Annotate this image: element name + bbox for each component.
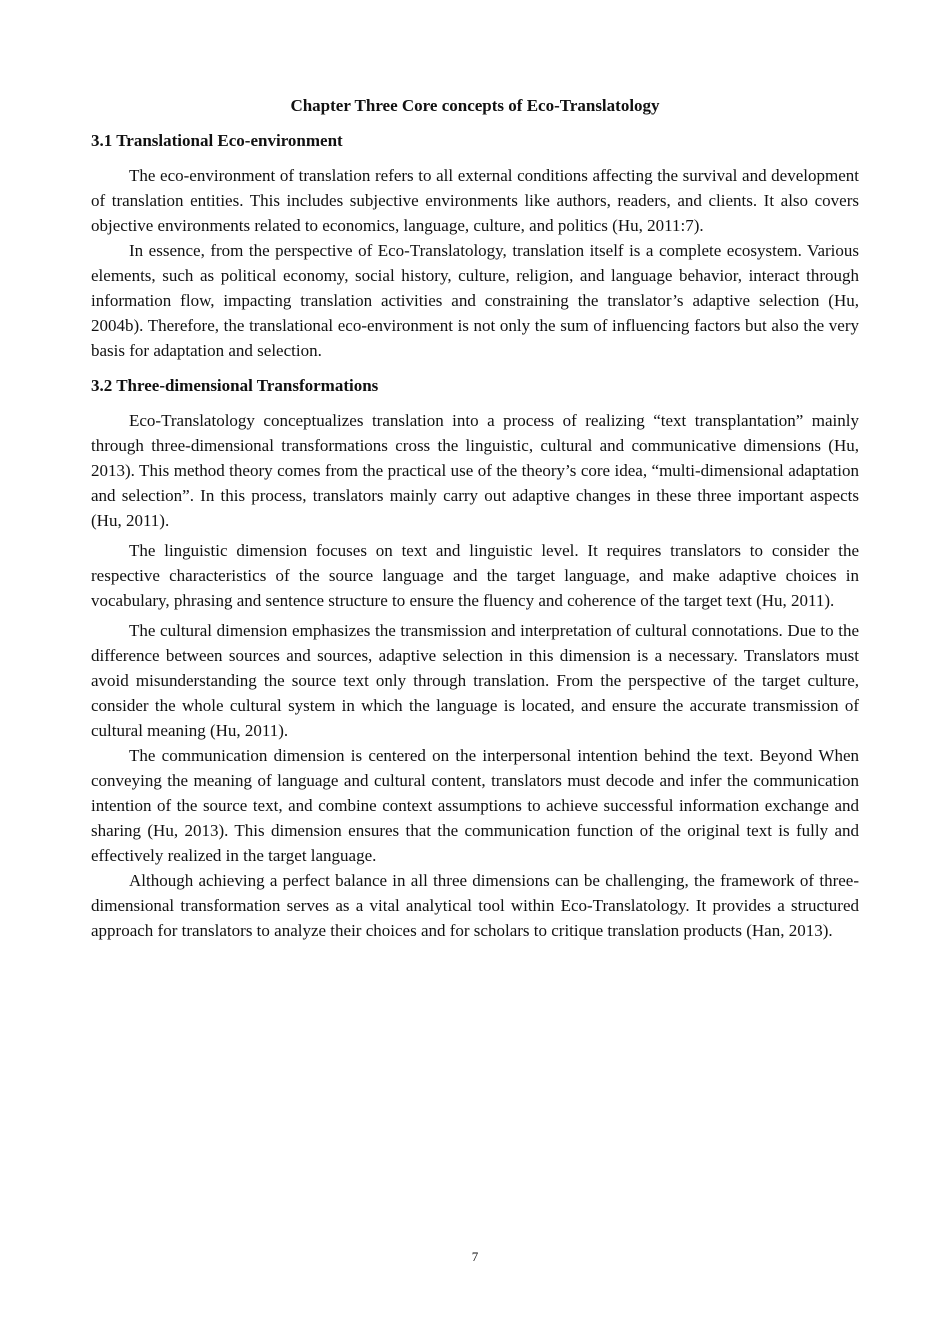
section-heading-3-2: 3.2 Three-dimensional Transformations	[91, 376, 379, 395]
section-heading-3-1: 3.1 Translational Eco-environment	[91, 131, 343, 150]
paragraph: The communication dimension is centered on the interpersonal intention behind the text. Beyond When conveying the meaning of language and cultural content, translators must decode and infer the communication intention of the source text, and combine context assumptions to achieve successful information exchange and sharing (Hu, 2013). This dimension ensures that the communication function of the original text is fully and effectively realized in the target language.	[91, 746, 859, 865]
paragraph: In essence, from the perspective of Eco-Translatology, translation itself is a complete ecosystem. Various elements, such as political economy, social history, culture, religion, and language behavior, interact through information flow, impacting translation activities and constraining the translator’s adaptive selection (Hu, 2004b). Therefore, the translational eco-environment is not only the sum of influencing factors but also the very basis for adaptation and selection.	[91, 241, 859, 360]
page-number: 7	[471, 1249, 479, 1264]
paragraph: The cultural dimension emphasizes the transmission and interpretation of cultural connotations. Due to the difference between sources and sources, adaptive selection in this dimension is a necessary. Translators must avoid misunderstanding the source text only through translation. From the perspective of the target culture, consider the whole cultural system in which the language is located, and ensure the accurate transmission of cultural meaning (Hu, 2011).	[91, 621, 859, 740]
page-body	[91, 93, 859, 943]
chapter-title: Chapter Three Core concepts of Eco-Translatology	[290, 96, 660, 115]
paragraph: Although achieving a perfect balance in all three dimensions can be challenging, the framework of three-dimensional transformation serves as a vital analytical tool within Eco-Translatology. It provides a structured approach for translators to analyze their choices and for scholars to critique translation products (Han, 2013).	[91, 871, 859, 940]
paragraph: The linguistic dimension focuses on text and linguistic level. It requires translators to consider the respective characteristics of the source language and the target language, and make adaptive choices in vocabulary, phrasing and sentence structure to ensure the fluency and coherence of the target text (Hu, 2011).	[91, 541, 859, 610]
paragraph: The eco-environment of translation refers to all external conditions affecting the survival and development of translation entities. This includes subjective environments like authors, readers, and clients. It also covers objective environments related to economics, language, culture, and politics (Hu, 2011:7).	[91, 166, 859, 235]
paragraph: Eco-Translatology conceptualizes translation into a process of realizing “text transplantation” mainly through three-dimensional transformations cross the linguistic, cultural and communicative dimensions (Hu, 2013). This method theory comes from the practical use of the theory’s core idea, “multi-dimensional adaptation and selection”. In this process, translators mainly carry out adaptive changes in these three important aspects (Hu, 2011).	[91, 411, 859, 530]
